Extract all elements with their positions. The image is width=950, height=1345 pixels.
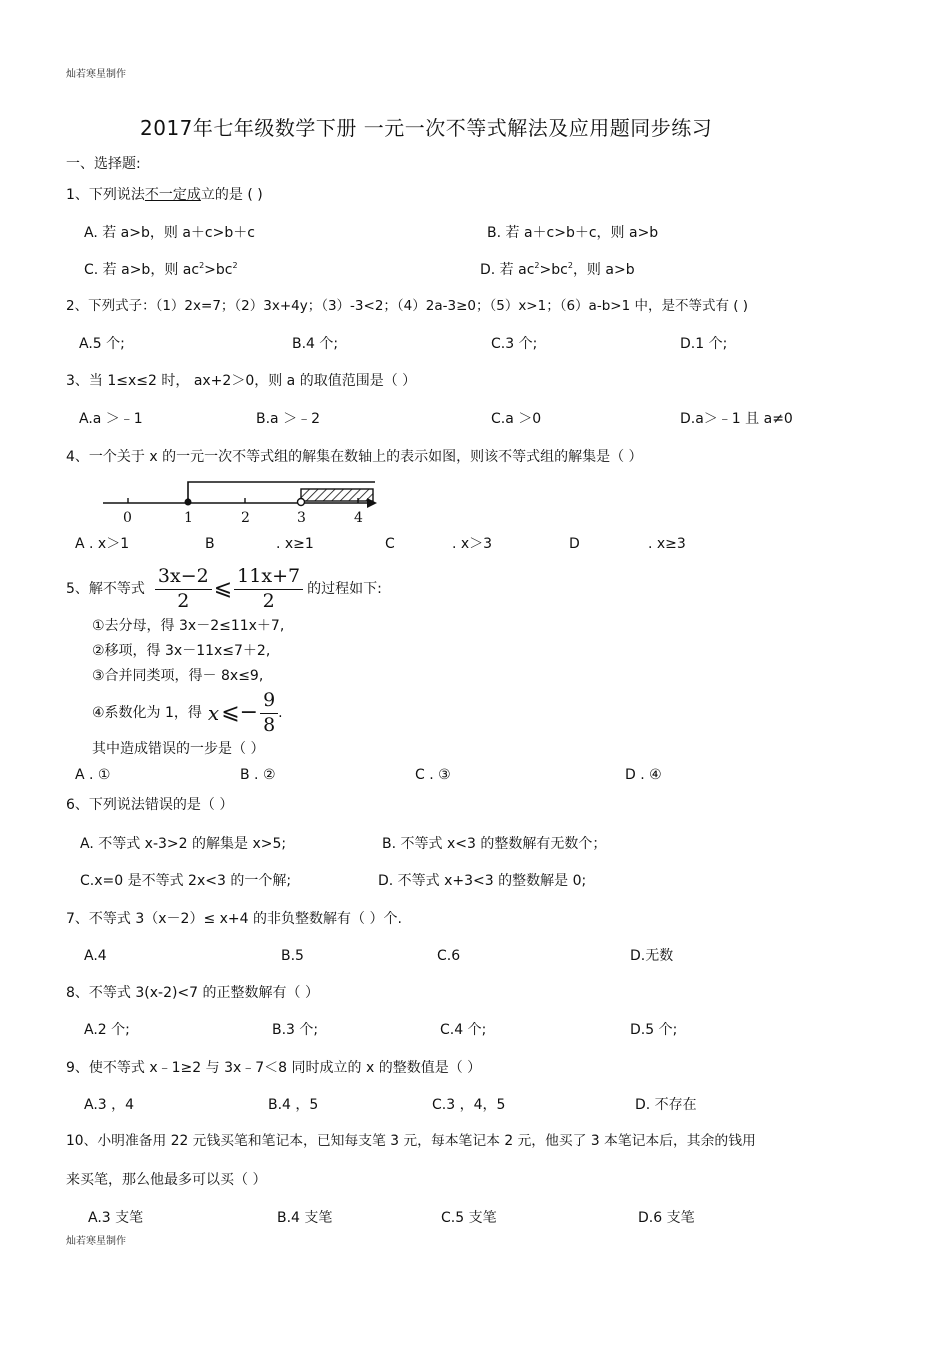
question-9: 9、使不等式 x﹣1≥2 与 3x﹣7＜8 同时成立的 x 的整数值是（ ） [66, 1060, 482, 1076]
question-8: 8、不等式 3(x-2)<7 的正整数解有（ ） [66, 985, 319, 1001]
q5-option-c: C . ③ [415, 767, 451, 783]
q5-rhs-numerator: 11x+7 [234, 566, 303, 590]
q1-option-a: A. 若 a>b，则 a＋c>b＋c [84, 225, 255, 241]
q4-option-d-letter: D [569, 536, 580, 552]
q5-option-b: B . ② [240, 767, 276, 783]
q5-post: 的过程如下: [307, 581, 382, 597]
q9-option-a: A.3 ，4 [84, 1097, 135, 1113]
q1-option-c [84, 262, 238, 277]
q2-option-d: D.1 个; [680, 336, 728, 352]
page-title: 2017年七年级数学下册 一元一次不等式解法及应用题同步练习 [140, 116, 713, 140]
q9-option-c: C.3 ，4，5 [432, 1097, 506, 1113]
q5-lhs-fraction [155, 566, 212, 613]
q5-rhs-denominator: 2 [262, 589, 275, 612]
q5-question: 其中造成错误的一步是（ ） [92, 741, 265, 757]
q5-step-3: ③合并同类项，得－ 8x≤9, [92, 668, 264, 684]
question-6: 6、下列说法错误的是（ ） [66, 797, 234, 813]
q6-option-a: A. 不等式 x-3>2 的解集是 x>5; [80, 836, 287, 852]
q1-c-exp2: 2 [232, 261, 238, 270]
q5-lhs-numerator: 3x−2 [155, 566, 212, 590]
q7-option-c: C.6 [437, 948, 461, 964]
tick-label-2: 2 [241, 510, 250, 526]
q5-option-d: D . ④ [625, 767, 662, 783]
q5-pre: 5、解不等式 [66, 581, 145, 597]
q5-step4-relation: ⩽− [221, 700, 259, 725]
open-dot-at-3 [298, 499, 305, 506]
q5-step4-period: . [278, 705, 283, 721]
question-1 [66, 188, 263, 202]
q7-option-b: B.5 [281, 948, 304, 964]
q1-pre: 1、下列说法 [66, 187, 145, 203]
q5-relation: ⩽ [213, 576, 233, 601]
q5-step-2: ②移项，得 3x－11x≤7＋2, [92, 643, 271, 659]
hatched-region-x-gt-3 [301, 489, 373, 501]
q5-option-a: A . ① [75, 767, 111, 783]
question-4: 4、一个关于 x 的一元一次不等式组的解集在数轴上的表示如图，则该不等式组的解集是（ ） [66, 449, 643, 465]
q6-option-d: D. 不等式 x+3<3 的整数解是 0; [378, 873, 587, 889]
q1-d-mid: >bc [539, 262, 568, 278]
question-2: 2、下列式子：（1）2x=7；（2）3x+4y；（3）-3<2；（4）2a-3≥0；（5）x>1；（6）a-b>1 中，是不等式有 ( ) [66, 298, 749, 314]
q1-d-text: D. 若 ac [480, 262, 535, 278]
q1-option-d [480, 262, 635, 277]
q10-option-a: A.3 支笔 [88, 1210, 144, 1226]
q9-option-b: B.4 ，5 [268, 1097, 319, 1113]
q5-rhs-fraction [234, 566, 303, 613]
q5-step-1: ①去分母，得 3x－2≤11x＋7, [92, 618, 285, 634]
header-watermark: 灿若寒星制作 [66, 69, 126, 80]
q5-step4-fraction [260, 690, 278, 737]
tick-label-0: 0 [123, 510, 132, 526]
q2-option-c: C.3 个; [491, 336, 538, 352]
q2-option-b: B.4 个; [292, 336, 339, 352]
footer-watermark: 灿若寒星制作 [66, 1236, 126, 1247]
q1-post: 立的是 ( ) [200, 187, 263, 203]
q7-option-d: D.无数 [630, 948, 674, 964]
question-5 [66, 562, 382, 616]
question-10-line-1: 10、小明准备用 22 元钱买笔和笔记本，已知每支笔 3 元，每本笔记本 2 元，他买了 3 本笔记本后，其余的钱用 [66, 1133, 756, 1149]
q5-step4-denominator: 8 [263, 713, 276, 736]
q3-option-d: D.a＞﹣1 且 a≠0 [680, 411, 793, 427]
q1-underlined: 不一定成 [144, 187, 201, 203]
q1-option-b: B. 若 a＋c>b＋c，则 a>b [487, 225, 659, 241]
q4-option-b-letter: B [205, 536, 215, 552]
q4-option-d: . x≥3 [648, 536, 686, 552]
q5-step4-variable: x [207, 701, 220, 725]
q1-d-exp2: 2 [567, 261, 573, 270]
tick-label-4: 4 [354, 510, 363, 526]
closed-dot-at-1 [185, 499, 192, 506]
q4-option-c: . x＞3 [452, 536, 493, 552]
q1-c-mid: >bc [204, 262, 233, 278]
section-heading: 一、选择题: [66, 156, 141, 172]
q5-step4-text: ④系数化为 1，得 [92, 705, 202, 721]
q8-option-a: A.2 个; [84, 1022, 130, 1038]
q5-step4-numerator: 9 [260, 690, 278, 714]
question-7: 7、不等式 3（x－2）≤ x+4 的非负整数解有（ ）个. [66, 911, 402, 927]
q1-c-exp1: 2 [199, 261, 205, 270]
q2-option-a: A.5 个; [79, 336, 125, 352]
q4-option-b: . x≥1 [276, 536, 314, 552]
q6-option-c: C.x=0 是不等式 2x<3 的一个解; [80, 873, 292, 889]
q9-option-d: D. 不存在 [635, 1097, 697, 1113]
q8-option-d: D.5 个; [630, 1022, 678, 1038]
q3-option-c: C.a ＞0 [491, 411, 542, 427]
q4-option-c-letter: C [385, 536, 395, 552]
q6-option-b: B. 不等式 x<3 的整数解有无数个； [382, 836, 607, 852]
q10-option-b: B.4 支笔 [277, 1210, 333, 1226]
q1-d-exp1: 2 [534, 261, 540, 270]
tick-label-1: 1 [184, 510, 193, 526]
number-line-figure [95, 474, 385, 530]
tick-label-3: 3 [297, 510, 306, 526]
q8-option-b: B.3 个; [272, 1022, 319, 1038]
q1-d-post: ，则 a>b [572, 262, 635, 278]
q10-option-d: D.6 支笔 [638, 1210, 695, 1226]
q5-step-4 [92, 688, 283, 738]
q3-option-b: B.a ＞﹣2 [256, 411, 320, 427]
q4-option-a: A . x＞1 [75, 536, 130, 552]
q1-c-text: C. 若 a>b，则 ac [84, 262, 200, 278]
q7-option-a: A.4 [84, 948, 107, 964]
q5-lhs-denominator: 2 [177, 589, 190, 612]
question-3: 3、当 1≤x≤2 时， ax+2＞0，则 a 的取值范围是（ ） [66, 373, 417, 389]
q8-option-c: C.4 个; [440, 1022, 487, 1038]
q3-option-a: A.a ＞﹣1 [79, 411, 143, 427]
q10-option-c: C.5 支笔 [441, 1210, 497, 1226]
question-10-line-2: 来买笔，那么他最多可以买（ ） [66, 1172, 267, 1188]
